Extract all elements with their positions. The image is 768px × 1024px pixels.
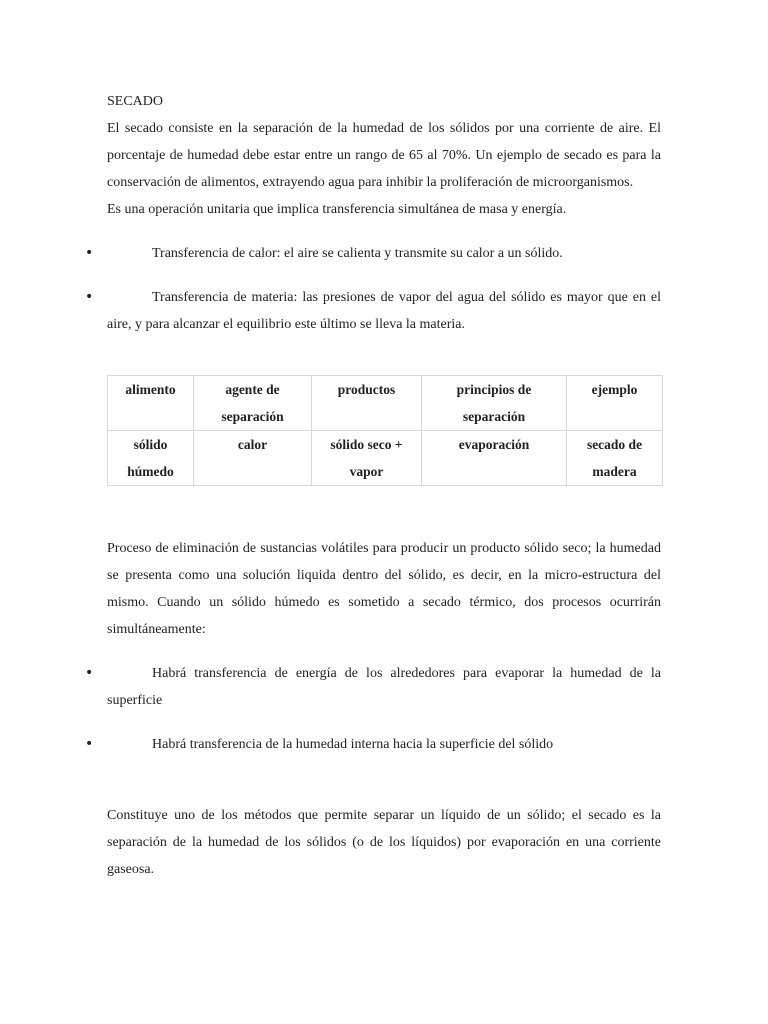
table-header-cell: ejemplo (567, 376, 663, 431)
table-cell: secado de madera (567, 431, 663, 486)
table-header-row (108, 376, 663, 431)
table-header-cell: productos (312, 376, 422, 431)
document-page (85, 88, 661, 883)
bullet-icon: • (85, 245, 94, 261)
table-header-cell: principios de separación (422, 376, 567, 431)
bullet-item-moisture-transfer (85, 731, 661, 758)
table-header-cell: agente de separación (194, 376, 312, 431)
table-cell: calor (194, 431, 312, 486)
document-heading: SECADO (107, 94, 164, 109)
closing-paragraph: Constituye uno de los métodos que permite separar un líquido de un sólido; el secado es la separación de la humedad de los sólidos (o de los líquidos) por evaporación en una corriente gaseosa. (107, 808, 661, 877)
bullet-icon: • (85, 289, 94, 305)
intro-paragraph: El secado consiste en la separación de la humedad de los sólidos por una corriente de aire. El porcentaje de humedad debe estar entre un rango de 65 al 70%. Un ejemplo de secado es para la conservación de alimentos, extrayendo agua para inhibir la proliferación de microorganismos. (107, 121, 661, 190)
table-cell: sólido húmedo (108, 431, 194, 486)
table-cell: evaporación (422, 431, 567, 486)
bullet-item-energy-transfer (85, 660, 661, 714)
process-paragraph: Proceso de eliminación de sustancias volátiles para producir un producto sólido seco; la humedad se presenta como una solución liquida dentro del sólido, es decir, en la micro-estructura del mismo. Cuando un sólido húmedo es sometido a secado térmico, dos procesos ocurrirán simultáneamente: (107, 541, 661, 637)
bullet-icon: • (85, 736, 94, 752)
table-row (108, 431, 663, 486)
table-header-cell: alimento (108, 376, 194, 431)
bullet-item-heat-transfer (85, 240, 661, 267)
bullet-item-mass-transfer (85, 284, 661, 338)
bullet-text: Transferencia de materia: las presiones de vapor del agua del sólido es mayor que en el aire, y para alcanzar el equilibrio este último se lleva la materia. (107, 290, 661, 332)
table-cell: sólido seco + vapor (312, 431, 422, 486)
drying-table (107, 375, 663, 486)
bullet-text: Habrá transferencia de la humedad interna hacia la superficie del sólido (152, 737, 554, 752)
bullet-icon: • (85, 665, 94, 681)
bullet-text: Habrá transferencia de energía de los alrededores para evaporar la humedad de la superficie (107, 666, 661, 708)
bullet-text: Transferencia de calor: el aire se calienta y transmite su calor a un sólido. (152, 246, 563, 261)
intro-summary-line: Es una operación unitaria que implica transferencia simultánea de masa y energía. (107, 202, 567, 217)
